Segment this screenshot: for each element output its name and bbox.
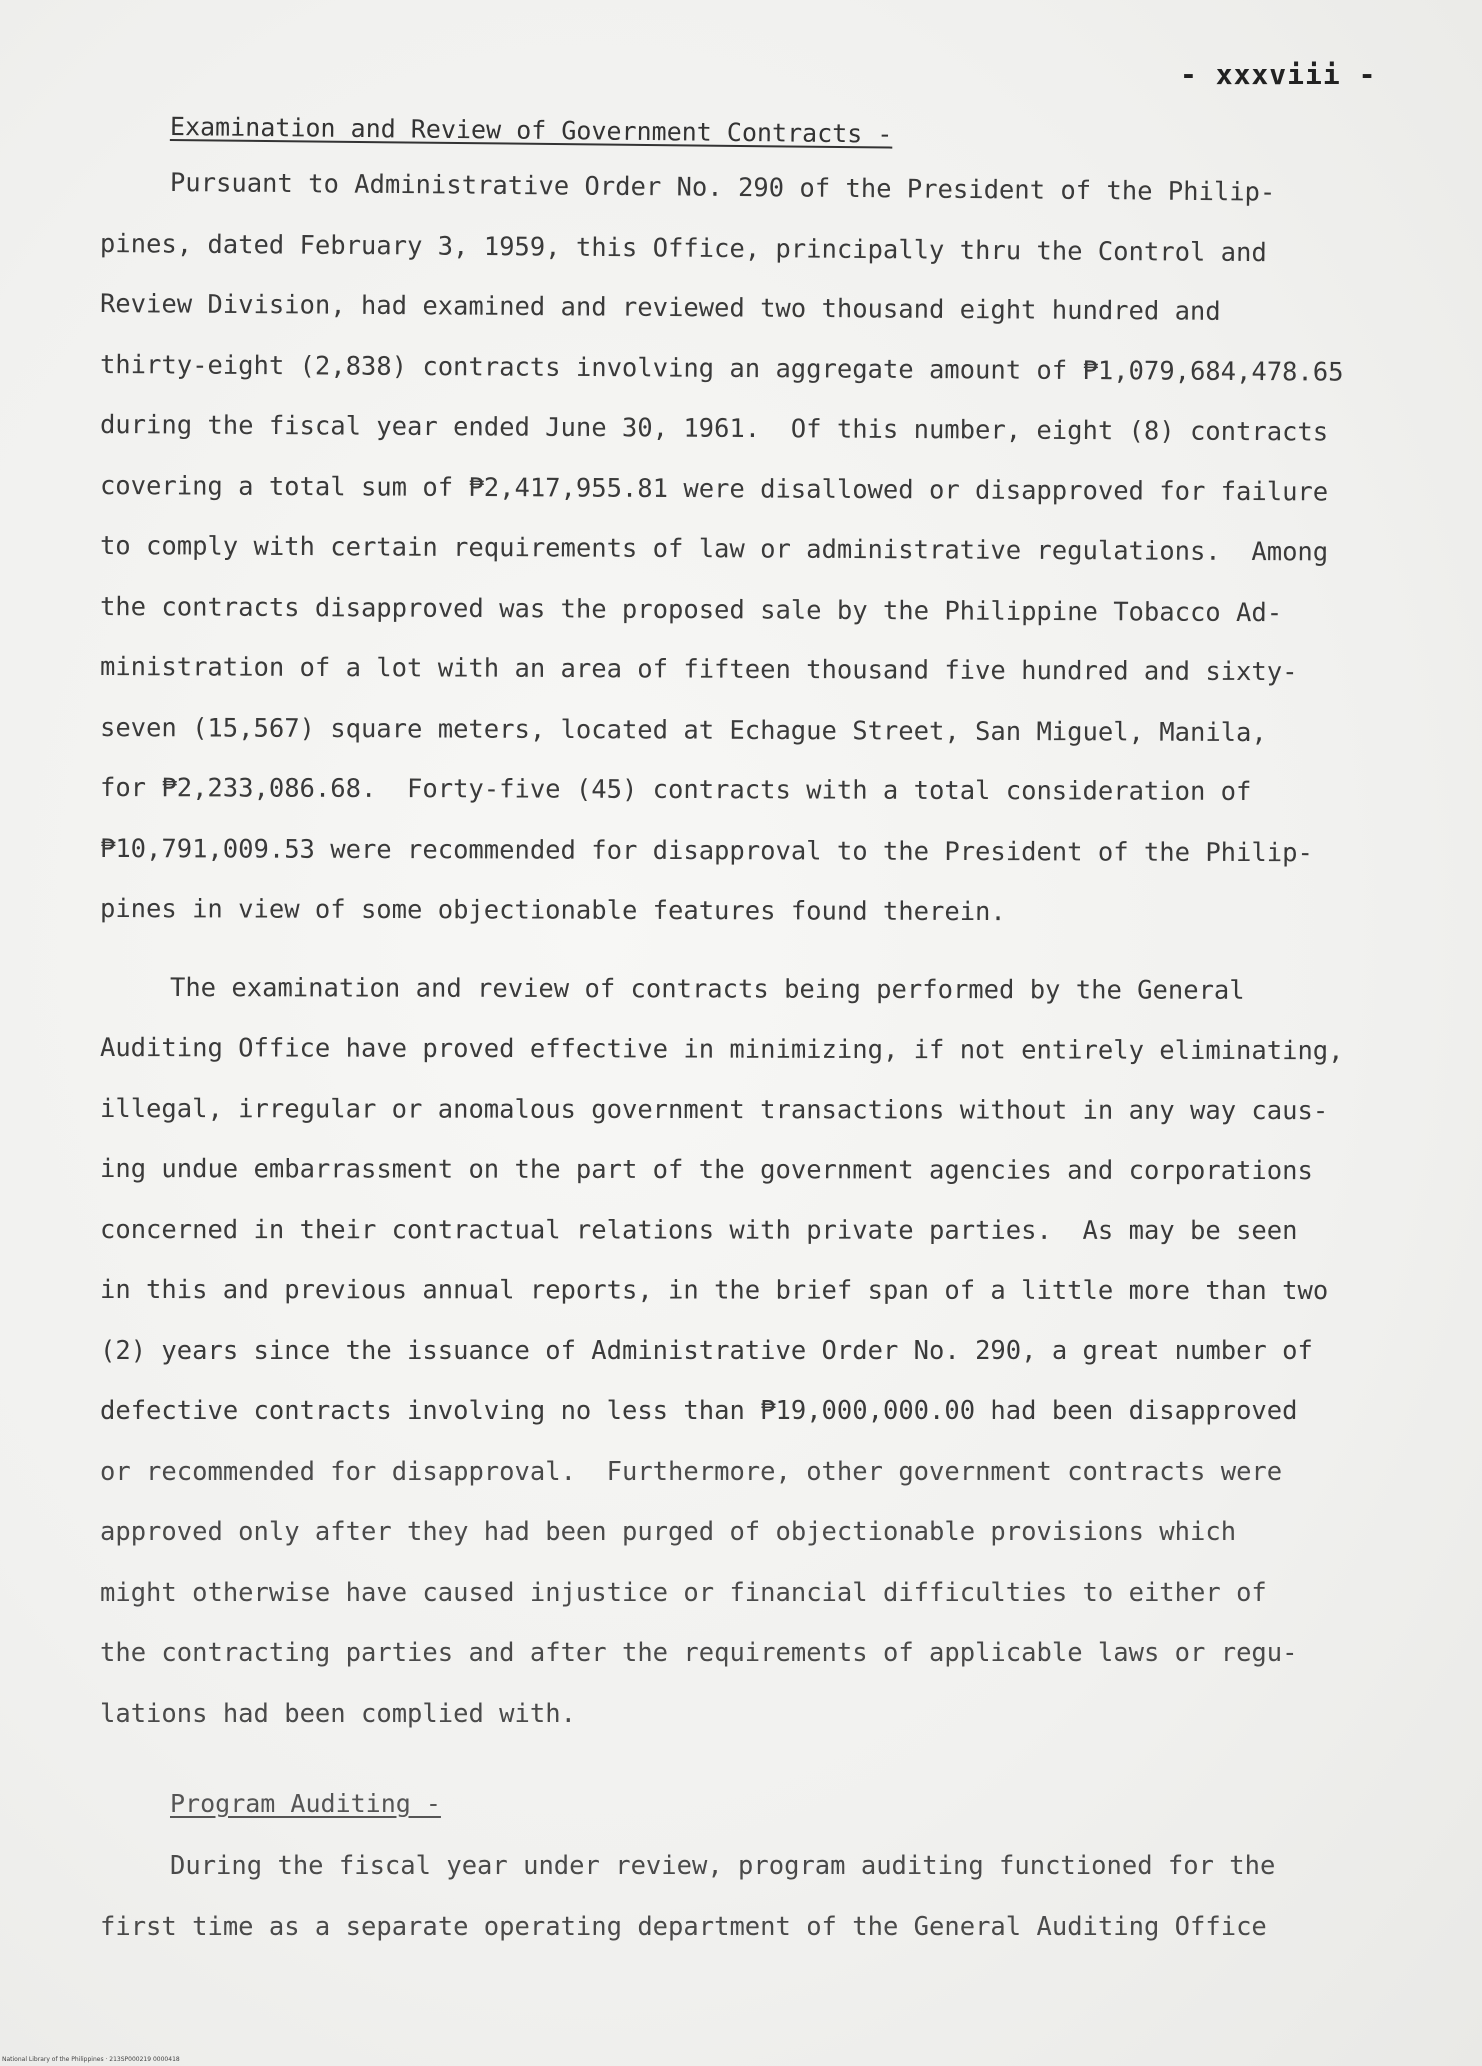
- text-line: covering a total sum of ₱2,417,955.81 were disallowed or disapproved for failure: [99, 470, 1329, 507]
- section-heading-program-auditing: Program Auditing -: [170, 1789, 441, 1818]
- scan-footer: National Library of the Philippines · 213SP000219 0000418: [2, 2056, 180, 2063]
- section-heading-contracts: Examination and Review of Government Contracts -: [169, 112, 893, 149]
- text-line: illegal, irregular or anomalous government transactions without in any way caus-: [99, 1093, 1329, 1126]
- text-line: approved only after they had been purged of objectionable provisions which: [100, 1517, 1237, 1547]
- text-line: ₱10,791,009.53 were recommended for disapproval to the President of the Philip-: [99, 833, 1313, 868]
- text-line: to comply with certain requirements of law or administrative regulations. Among: [99, 531, 1329, 568]
- text-line: during the fiscal year ended June 30, 1961. Of this number, eight (8) contracts: [99, 410, 1329, 448]
- text-line: might otherwise have caused injustice or financial difficulties to either of: [100, 1577, 1267, 1608]
- text-line: Review Division, had examined and reviewed two thousand eight hundred and: [99, 289, 1221, 327]
- text-line: thirty-eight (2,838) contracts involving an aggregate amount of ₱1,079,684,478.65: [99, 349, 1344, 388]
- text-line: the contracts disapproved was the proposed sale by the Philippine Tobacco Ad-: [99, 591, 1283, 628]
- text-line: seven (15,567) square meters, located at Echague Street, San Miguel, Manila,: [99, 712, 1267, 748]
- text-line: or recommended for disapproval. Furthermore, other government contracts were: [100, 1456, 1283, 1487]
- text-line: (2) years since the issuance of Administrative Order No. 290, a great number of: [100, 1335, 1313, 1366]
- text-line: for ₱2,233,086.68. Forty-five (45) contracts with a total consideration of: [99, 773, 1252, 808]
- text-line: first time as a separate operating department of the General Auditing Office: [100, 1911, 1267, 1942]
- text-line: Pursuant to Administrative Order No. 290 of the President of the Philip-: [169, 168, 1276, 208]
- text-line: During the fiscal year under review, program auditing functioned for the: [170, 1851, 1276, 1881]
- text-line: pines, dated February 3, 1959, this Office, principally thru the Control and: [99, 228, 1267, 268]
- text-line: pines in view of some objectionable features found therein.: [99, 894, 1006, 928]
- text-line: ministration of a lot with an area of fifteen thousand five hundred and sixty-: [99, 652, 1298, 688]
- text-line: lations had been complied with.: [100, 1698, 576, 1729]
- text-line: the contracting parties and after the requirements of applicable laws or regu-: [100, 1638, 1298, 1668]
- text-line: defective contracts involving no less than ₱19,000,000.00 had been disapproved: [100, 1396, 1298, 1426]
- text-line: concerned in their contractual relations with private parties. As may be seen: [99, 1214, 1298, 1246]
- text-line: in this and previous annual reports, in the brief span of a little more than two: [99, 1275, 1329, 1307]
- text-line: Auditing Office have proved effective in minimizing, if not entirely eliminating,: [99, 1033, 1344, 1067]
- page-number: - xxxviii -: [1180, 58, 1377, 91]
- text-line: ing undue embarrassment on the part of the government agencies and corporations: [99, 1154, 1313, 1187]
- text-line: The examination and review of contracts being performed by the General: [169, 972, 1245, 1006]
